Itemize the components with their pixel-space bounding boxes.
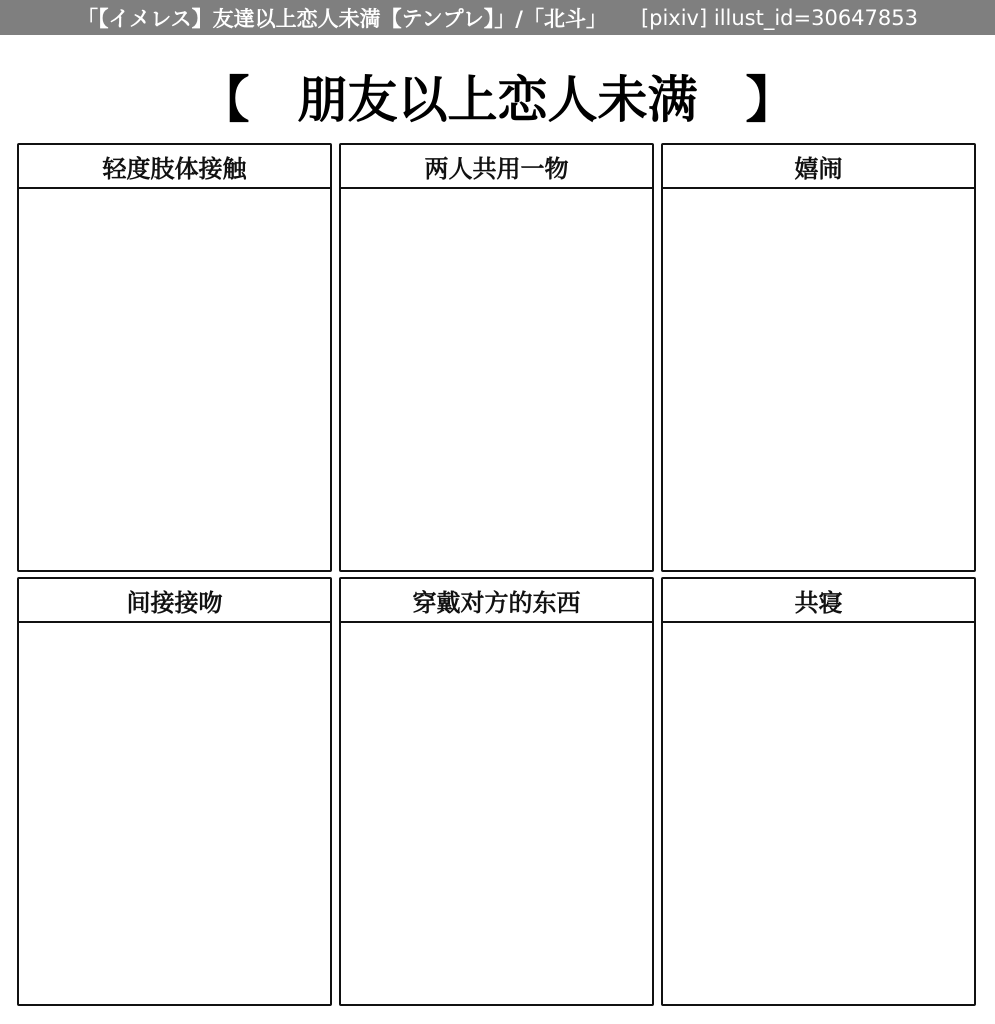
panel-sleeping-together	[661, 577, 976, 1006]
source-header-bar	[0, 0, 995, 35]
page-title	[0, 62, 995, 130]
title-text: 朋友以上恋人未满	[297, 71, 698, 129]
panel-drawing-area	[663, 189, 974, 570]
panel-header: 两人共用一物	[341, 145, 652, 189]
panel-drawing-area	[19, 189, 330, 570]
source-id: [pixiv] illust_id=30647853	[640, 5, 918, 30]
panel-drawing-area	[341, 189, 652, 570]
panel-header: 轻度肢体接触	[19, 145, 330, 189]
panel-sharing-one-item	[339, 143, 654, 572]
panel-playful-fooling	[661, 143, 976, 572]
work-title: 「【イメレス】友達以上恋人未満【テンプレ】」/「北斗」	[77, 6, 607, 31]
panel-header: 嬉闹	[663, 145, 974, 189]
title-right-bracket: 】	[745, 71, 796, 129]
panel-drawing-area	[19, 623, 330, 1004]
panel-drawing-area	[341, 623, 652, 1004]
panel-wearing-partners-things	[339, 577, 654, 1006]
panel-drawing-area	[663, 623, 974, 1004]
panel-header: 间接接吻	[19, 579, 330, 623]
panel-light-physical-contact	[17, 143, 332, 572]
panel-indirect-kiss	[17, 577, 332, 1006]
panel-header: 共寝	[663, 579, 974, 623]
title-left-bracket: 【	[199, 71, 250, 129]
panel-header: 穿戴对方的东西	[341, 579, 652, 623]
